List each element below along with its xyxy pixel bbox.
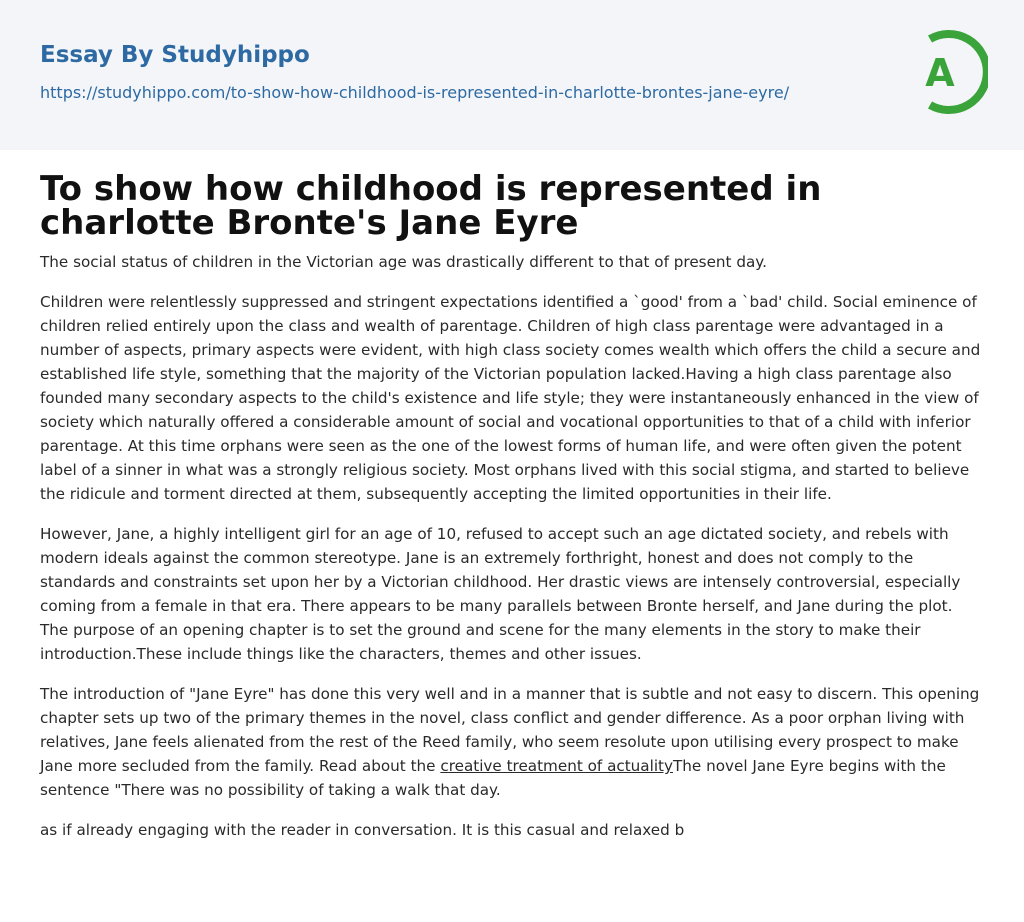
article-content [0, 169, 1024, 842]
article-title: To show how childhood is represented in charlotte Bronte's Jane Eyre [40, 169, 822, 243]
site-header [0, 0, 1024, 150]
article-paragraph-5: as if already engaging with the reader in conversation. It is this casual and relaxed b [40, 821, 685, 839]
article-paragraph-1: The social status of children in the Victorian age was drastically different to that of present day. [40, 253, 767, 271]
article-paragraph-4 [40, 682, 984, 802]
site-brand[interactable]: Essay By Studyhippo [40, 42, 310, 68]
logo-letter: A [925, 51, 955, 95]
studyhippo-logo-icon[interactable] [904, 28, 988, 116]
creative-treatment-link[interactable]: creative treatment of actuality [440, 757, 673, 775]
article-paragraph-3: However, Jane, a highly intelligent girl for an age of 10, refused to accept such an age dictated society, and rebels with modern ideals against the common stereotype. Jane is an extremely forthright, honest and does not comply to the standards and constraints set upon her by a Victorian childhood. Her drastic views are intensely controversial, especially coming from a female in that era. There appears to be many parallels between Bronte herself, and Jane during the plot. The purpose of an opening chapter is to set the ground and scene for the many elements in the story to make their introduction.These include things like the characters, themes and other issues. [40, 525, 961, 663]
essay-url-link[interactable]: https://studyhippo.com/to-show-how-childhood-is-represented-in-charlotte-brontes-jane-eyre/ [40, 83, 790, 102]
article-paragraph-2: Children were relentlessly suppressed and stringent expectations identified a `good' from a `bad' child. Social eminence of children relied entirely upon the class and wealth of parentage. Children of high class parentage were advantaged in a number of aspects, primary aspects were evident, with high class society comes wealth which offers the child a secure and established life style, something that the majority of the Victorian population lacked.Having a high class parentage also founded many secondary aspects to the child's existence and life style; they were instantaneously enhanced in the view of society which naturally offered a considerable amount of social and vocational opportunities to that of a child with inferior parentage. At this time orphans were seen as the one of the lowest forms of human life, and were often given the potent label of a sinner in what was a strongly religious society. Most orphans lived with this social stigma, and started to believe the ridicule and torment directed at them, subsequently accepting the limited opportunities in their life. [40, 293, 981, 503]
paragraph-4-text-after: The novel Jane Eyre begins with the sentence "There was no possibility of taking a walk that day. [40, 757, 946, 799]
paragraph-4-text-before: The introduction of "Jane Eyre" has done this very well and in a manner that is subtle and not easy to discern. This opening chapter sets up two of the primary themes in the novel, class conflict and gender difference. As a poor orphan living with relatives, Jane feels alienated from the rest of the Reed family, who seem resolute upon utilising every prospect to make Jane more secluded from the family. Read about the [40, 685, 980, 775]
